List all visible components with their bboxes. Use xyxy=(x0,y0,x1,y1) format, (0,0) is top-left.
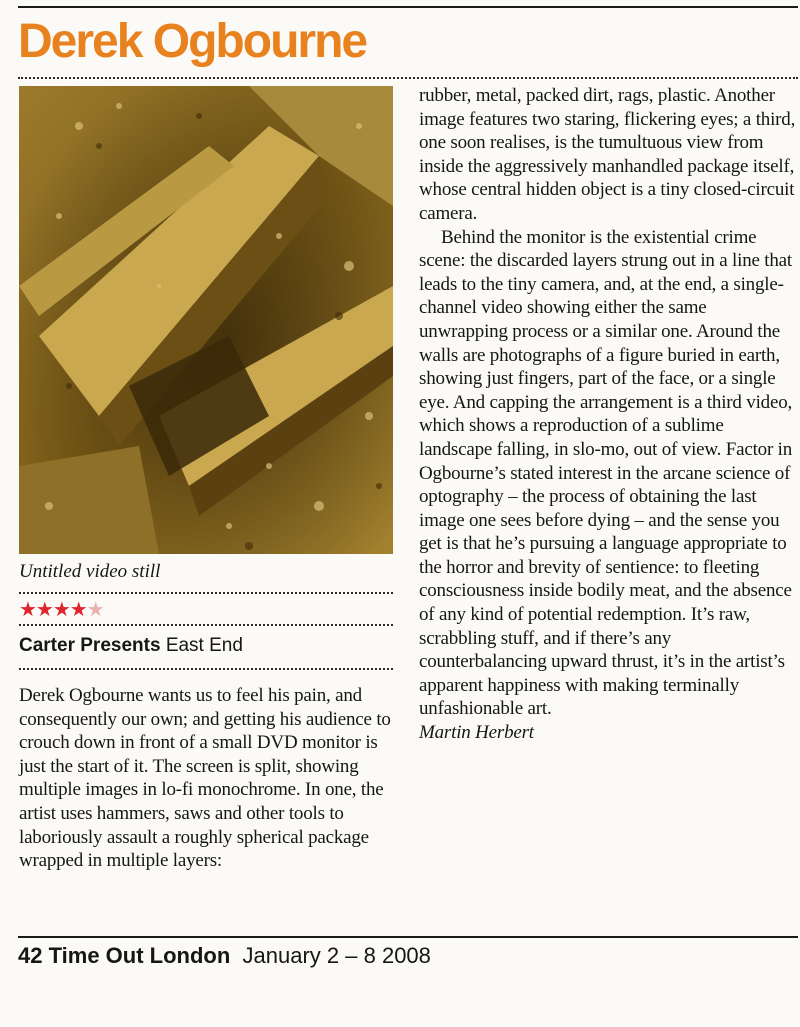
page-footer xyxy=(18,942,431,970)
page-title: Derek Ogbourne xyxy=(18,15,367,68)
photo-caption: Untitled video still xyxy=(19,561,161,582)
top-rule xyxy=(18,6,798,8)
author-byline: Martin Herbert xyxy=(419,722,534,744)
publication-name: Time Out London xyxy=(48,943,231,968)
dotted-divider xyxy=(19,668,393,670)
venue-area: East End xyxy=(165,635,243,656)
body-column-right xyxy=(419,84,797,745)
bottom-rule xyxy=(18,936,798,938)
star-rating-filled: ★★★★ xyxy=(19,597,87,621)
dotted-divider xyxy=(19,592,393,594)
star-rating-empty: ★ xyxy=(86,597,104,621)
dotted-divider xyxy=(19,624,393,626)
article-photo xyxy=(19,86,393,554)
body-paragraph: Derek Ogbourne wants us to feel his pain, and consequently our own; and getting his audience to crouch down in front of a small DVD monitor is just the start of it. The screen is split, showing multiple images in lo-fi monochrome. In one, the artist uses hammers, saws and other tools to laboriously assault a roughly spherical package wrapped in multiple layers: xyxy=(19,685,391,872)
page-number: 42 xyxy=(18,943,43,968)
body-paragraph: Behind the monitor is the existential crime scene: the discarded layers strung out in a line that leads to the tiny camera, and, at the end, a single-channel video showing either the same unwrapping process or a similar one. Around the walls are photographs of a figure buried in earth, showing just fingers, part of the face, or a single eye. And capping the arrangement is a third video, which shows a reproduction of a sublime landscape falling, in slo-mo, out of view. Factor in Ogbourne’s stated interest in the arcane science of optography – the process of obtaining the last image one sees before dying – and the sense you get is that he’s pursuing a language appropriate to the horror and brevity of sentience: to fleeting consciousness inside bodily meat, and the absence of any kind of potential redemption. It’s raw, scrabbling stuff, and if there’s any counterbalancing upward thrust, it’s in the artist’s apparent happiness with making terminally unfashionable art. xyxy=(419,226,793,720)
venue-line xyxy=(19,634,243,658)
venue-name: Carter Presents xyxy=(19,635,161,656)
dotted-divider xyxy=(18,77,798,79)
star-rating xyxy=(19,598,104,620)
body-paragraph: rubber, metal, packed dirt, rags, plastic. Another image features two staring, flickering eyes; a third, one soon realises, is the tumultuous view from inside the aggressively manhandled package itself, whose central hidden object is a tiny closed-circuit camera. xyxy=(419,85,796,224)
issue-date: January 2 – 8 2008 xyxy=(242,943,431,968)
body-column-left xyxy=(19,684,399,873)
